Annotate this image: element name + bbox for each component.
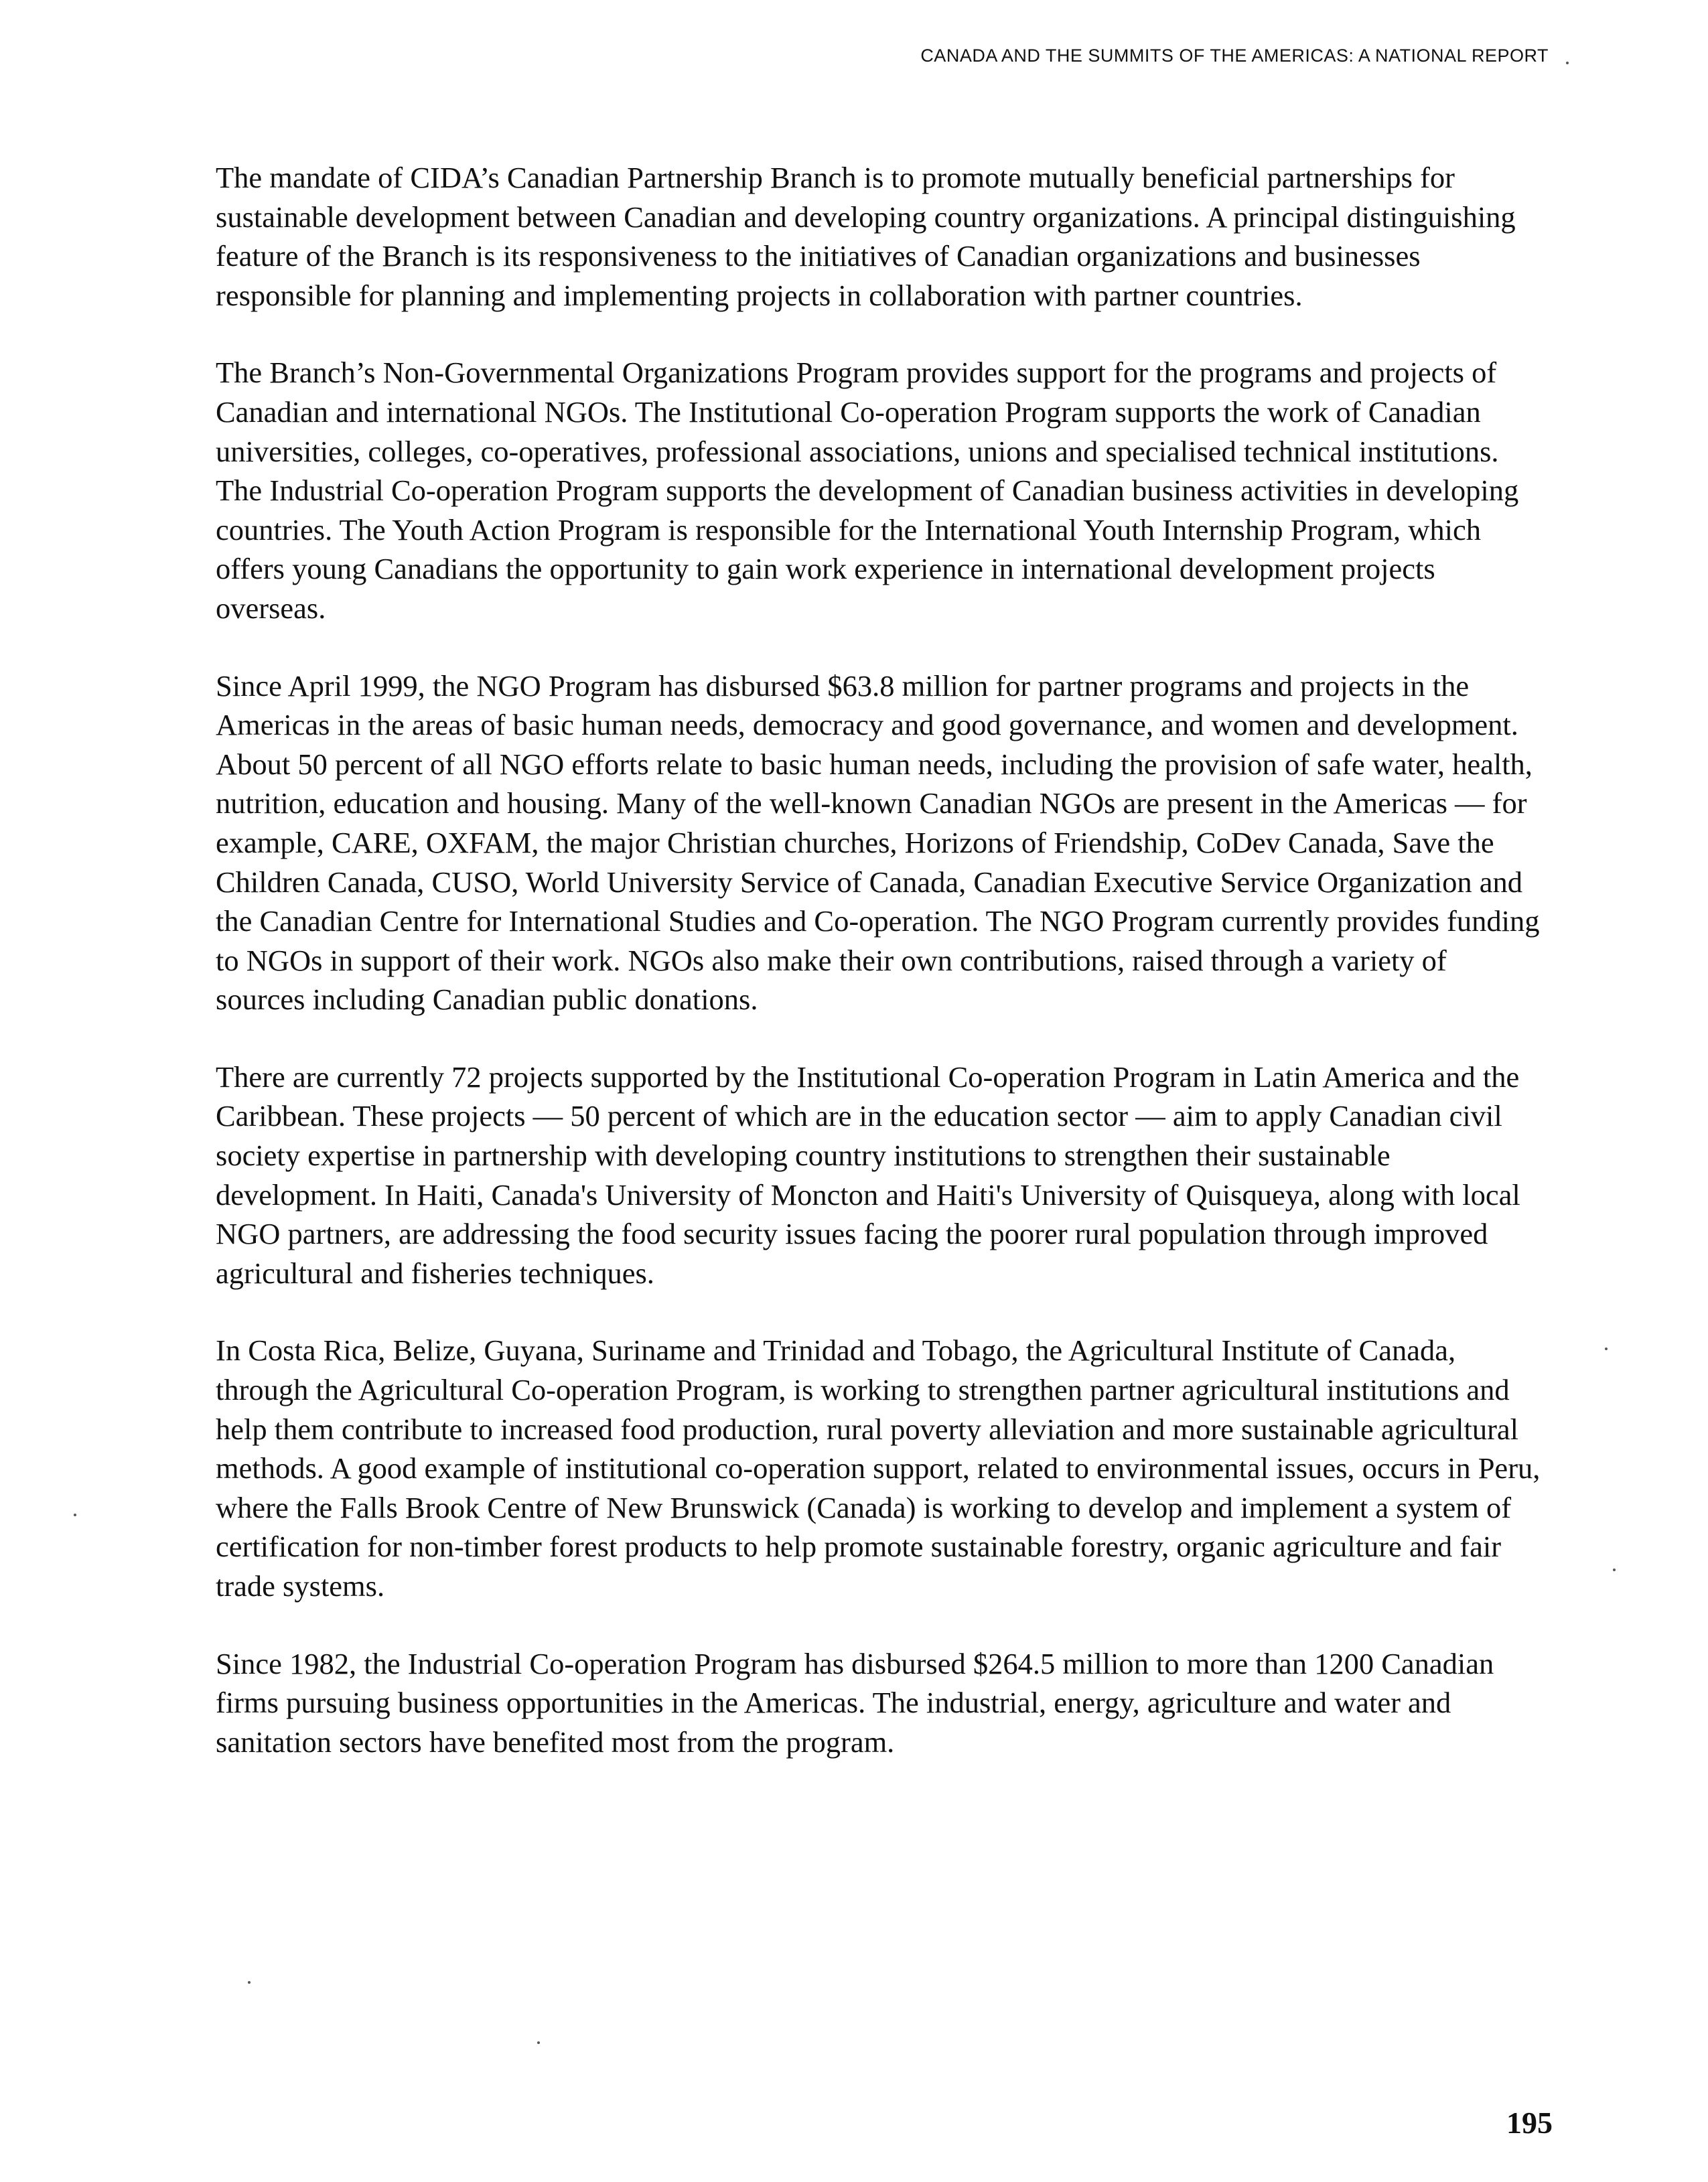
running-header: CANADA AND THE SUMMITS OF THE AMERICAS: A NATIONAL REPORT bbox=[920, 46, 1549, 66]
paragraph-industrial-cooperation: Since 1982, the Industrial Co-operation Program has disbursed $264.5 million to more than 1200 Canadian firms pursuing business opportunities in the Americas. The industrial, energy, agriculture and water and sanitation sectors have benefited most from the program. bbox=[216, 1646, 1494, 1759]
paragraph-agricultural-cooperation: In Costa Rica, Belize, Guyana, Suriname and Trinidad and Tobago, the Agricultural Institute of Canada, through the Agricultural Co-operation Program, is working to strengthen partner agricultural institutions and help them contribute to increased food production, rural poverty alleviation and more sustainable agricultural methods. A good example of institutional co-operation support, related to environmental issues, occurs in Peru, where the Falls Brook Centre of New Brunswick (Canada) is working to develop and implement a system of certification for non-timber forest products to help promote sustainable forestry, organic agriculture and fair trade systems. bbox=[216, 1333, 1541, 1603]
paragraph-ngo-program: Since April 1999, the NGO Program has disbursed $63.8 million for partner programs and projects in the Americas in the areas of basic human needs, democracy and good governance, and women and development. About 50 percent of all NGO efforts relate to basic human needs, including the provision of safe water, health, nutrition, education and housing. Many of the well-known Canadian NGOs are present in the Americas — for example, CARE, OXFAM, the major Christian churches, Horizons of Friendship, CoDev Canada, Save the Children Canada, CUSO, World University Service of Canada, Canadian Executive Service Organization and the Canadian Centre for International Studies and Co-operation. The NGO Program currently provides funding to NGOs in support of their work. NGOs also make their own contributions, raised through a variety of sources including Canadian public donations. bbox=[216, 668, 1540, 1017]
page-number: 195 bbox=[1506, 2106, 1553, 2140]
scan-speck bbox=[1605, 1348, 1608, 1350]
body-text bbox=[216, 158, 1542, 1800]
scan-speck bbox=[1566, 62, 1569, 64]
paragraph-branch-programs: The Branch’s Non-Governmental Organizations Program provides support for the programs and projects of Canadian and international NGOs. The Institutional Co-operation Program supports the work of Canadian universities, colleges, co-operatives, professional associations, unions and specialised technical institutions. The Industrial Co-operation Program supports the development of Canadian business activities in developing countries. The Youth Action Program is responsible for the International Youth Internship Program, which offers young Canadians the opportunity to gain work experience in international development projects overseas. bbox=[216, 356, 1519, 625]
scan-speck bbox=[74, 1514, 76, 1516]
paragraph-partnership-branch-mandate: The mandate of CIDA’s Canadian Partnership Branch is to promote mutually beneficial partnerships for sustainable development between Canadian and developing country organizations. A principal distinguishing feature of the Branch is its responsiveness to the initiatives of Canadian organizations and businesses responsible for planning and implementing projects in collaboration with partner countries. bbox=[216, 161, 1516, 312]
scan-speck bbox=[248, 1981, 251, 1984]
scan-speck bbox=[1613, 1569, 1616, 1571]
scan-speck bbox=[537, 2041, 540, 2044]
paragraph-institutional-cooperation: There are currently 72 projects supported by the Institutional Co-operation Program in Latin America and the Caribbean. These projects — 50 percent of which are in the education sector — aim to apply Canadian civil society expertise in partnership with developing country institutions to strengthen their sustainable development. In Haiti, Canada's University of Moncton and Haiti's University of Quisqueya, along with local NGO partners, are addressing the food security issues facing the poorer rural population through improved agricultural and fisheries techniques. bbox=[216, 1060, 1520, 1290]
